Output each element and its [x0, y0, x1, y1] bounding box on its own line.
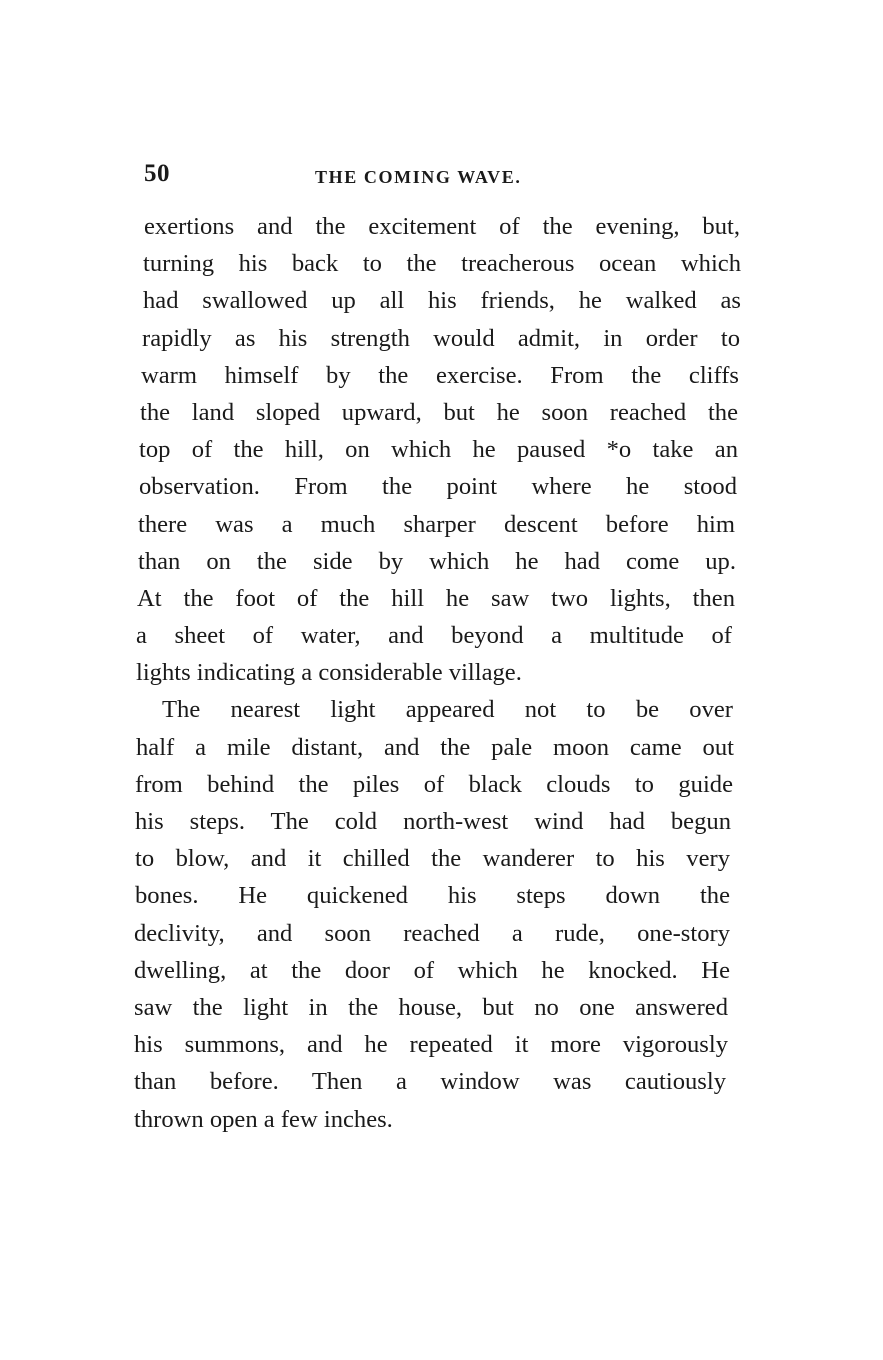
text-line: a sheet of water, and beyond a multitude of [136, 622, 732, 650]
text-line: had swallowed up all his friends, he walked as [143, 287, 741, 315]
text-line: than on the side by which he had come up. [138, 547, 736, 575]
text-line: warm himself by the exercise. From the cliffs [141, 361, 739, 389]
text-line: half a mile distant, and the pale moon came out [136, 733, 734, 761]
text-line: exertions and the excitement of the evening, but, [144, 213, 740, 240]
text-line: bones. He quickened his steps down the [135, 882, 730, 910]
text-line: top of the hill, on which he paused *o take an [139, 436, 738, 464]
text-line: turning his back to the treacherous ocean which [143, 250, 741, 278]
text-line: saw the light in the house, but no one answered [134, 993, 728, 1021]
text-line: to blow, and it chilled the wanderer to his very [135, 845, 730, 873]
text-line: At the foot of the hill he saw two lights, then [137, 584, 735, 612]
text-line: the land sloped upward, but he soon reached the [140, 398, 738, 426]
text-line: his steps. The cold north-west wind had begun [135, 808, 731, 835]
body-text [134, 208, 742, 1138]
text-line: than before. Then a window was cautiously [134, 1068, 726, 1096]
text-line: there was a much sharper descent before him [138, 510, 735, 538]
text-line: dwelling, at the door of which he knocked. He [134, 956, 730, 984]
text-line: lights indicating a considerable village. [136, 659, 522, 687]
paragraph-start-line: The nearest light appeared not to be over [162, 696, 733, 724]
text-line: thrown open a few inches. [134, 1105, 393, 1133]
page-number: 50 [144, 160, 170, 187]
text-line: from behind the piles of black clouds to guide [135, 770, 733, 798]
text-line: his summons, and he repeated it more vigorously [134, 1031, 728, 1059]
text-line: observation. From the point where he stood [139, 473, 737, 501]
running-title: THE COMING WAVE. [315, 167, 522, 187]
text-line: declivity, and soon reached a rude, one-story [134, 919, 730, 947]
text-line: rapidly as his strength would admit, in order to [142, 324, 740, 352]
page-header [142, 160, 742, 192]
